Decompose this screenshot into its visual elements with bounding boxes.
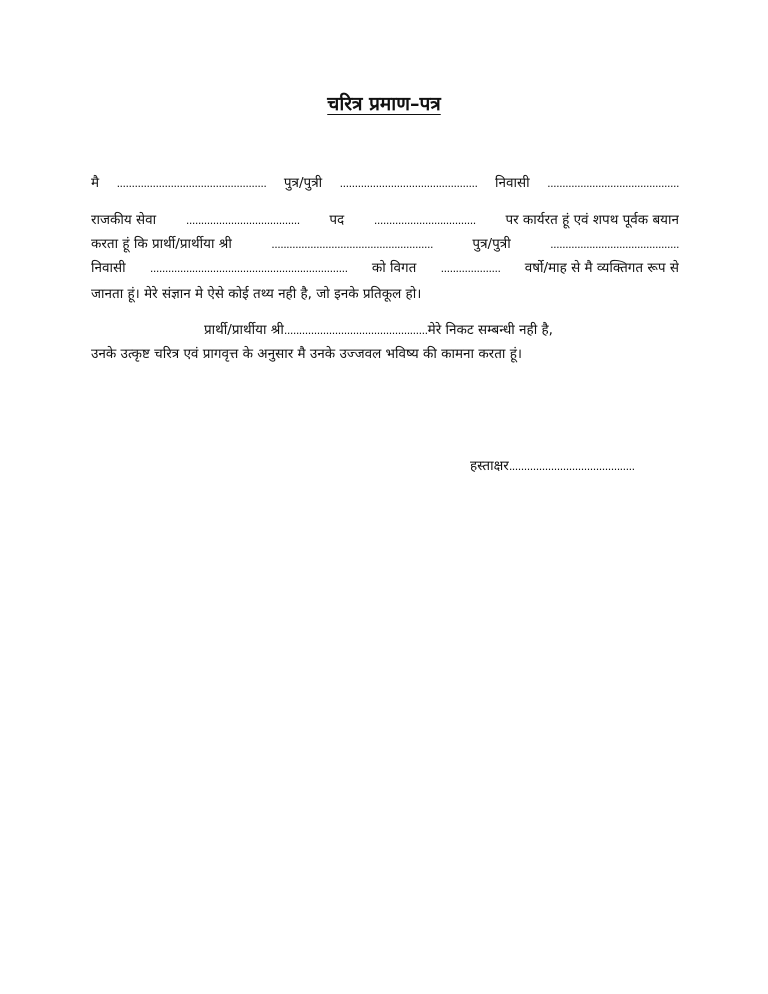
blank-post: .................................. [373,214,476,227]
blank-name: .................................................. [116,177,267,190]
line-2 [91,208,679,233]
line-2-part-a: राजकीय सेवा [91,212,157,228]
line-6-part-a: प्रार्थी/प्रार्थीया श्री [204,322,284,338]
document-title [0,90,768,118]
blank-residence: ............................................ [547,177,679,190]
line-4-part-a: निवासी [91,260,126,276]
blank-applicant-residence: .................................................................. [149,262,348,275]
blank-applicant-name-2: ................................................ [283,324,428,337]
blank-service: ...................................... [185,214,300,227]
line-2-part-b: पद [329,212,345,228]
line-1-part-a: मै [91,175,100,191]
line-4-part-c: वर्षो/माह से मै व्यक्तिगत रूप से [524,260,679,276]
blank-applicant-parent: ........................................... [550,238,679,251]
signature-label: हस्ताक्षर [470,458,509,474]
line-6 [204,318,644,343]
line-3-part-b: पुत्र/पुत्री [472,236,511,252]
signature-blank: .......................................... [508,460,635,473]
line-5: जानता हूं। मेरे संज्ञान मे ऐसे कोई तथ्य नही है, जो इनके प्रतिकूल हो। [91,286,422,302]
document-title-text: चरित्र प्रमाण–पत्र [327,93,441,115]
line-4 [91,256,679,281]
line-1 [91,171,679,196]
line-2-part-c: पर कार्यरत हूं एवं शपथ पूर्वक बयान [505,212,679,228]
line-4-part-b: को विगत [371,260,417,276]
line-1-part-c: निवासी [495,175,530,191]
line-3-part-a: करता हूं कि प्रार्थी/प्रार्थीया श्री [91,236,232,252]
blank-parent-name: .............................................. [339,177,478,190]
line-7: उनके उत्कृष्ट चरित्र एवं प्रागवृत्त के अनुसार मै उनके उज्जवल भविष्य की कामना करता हूं। [91,346,522,362]
blank-duration: .................... [440,262,501,275]
signature-line [470,454,635,479]
line-3 [91,232,679,257]
line-1-part-b: पुत्र/पुत्री [283,175,323,191]
blank-applicant-name: ...................................................... [271,238,434,251]
line-6-part-b: मेरे निकट सम्बन्धी नही है, [427,322,553,338]
